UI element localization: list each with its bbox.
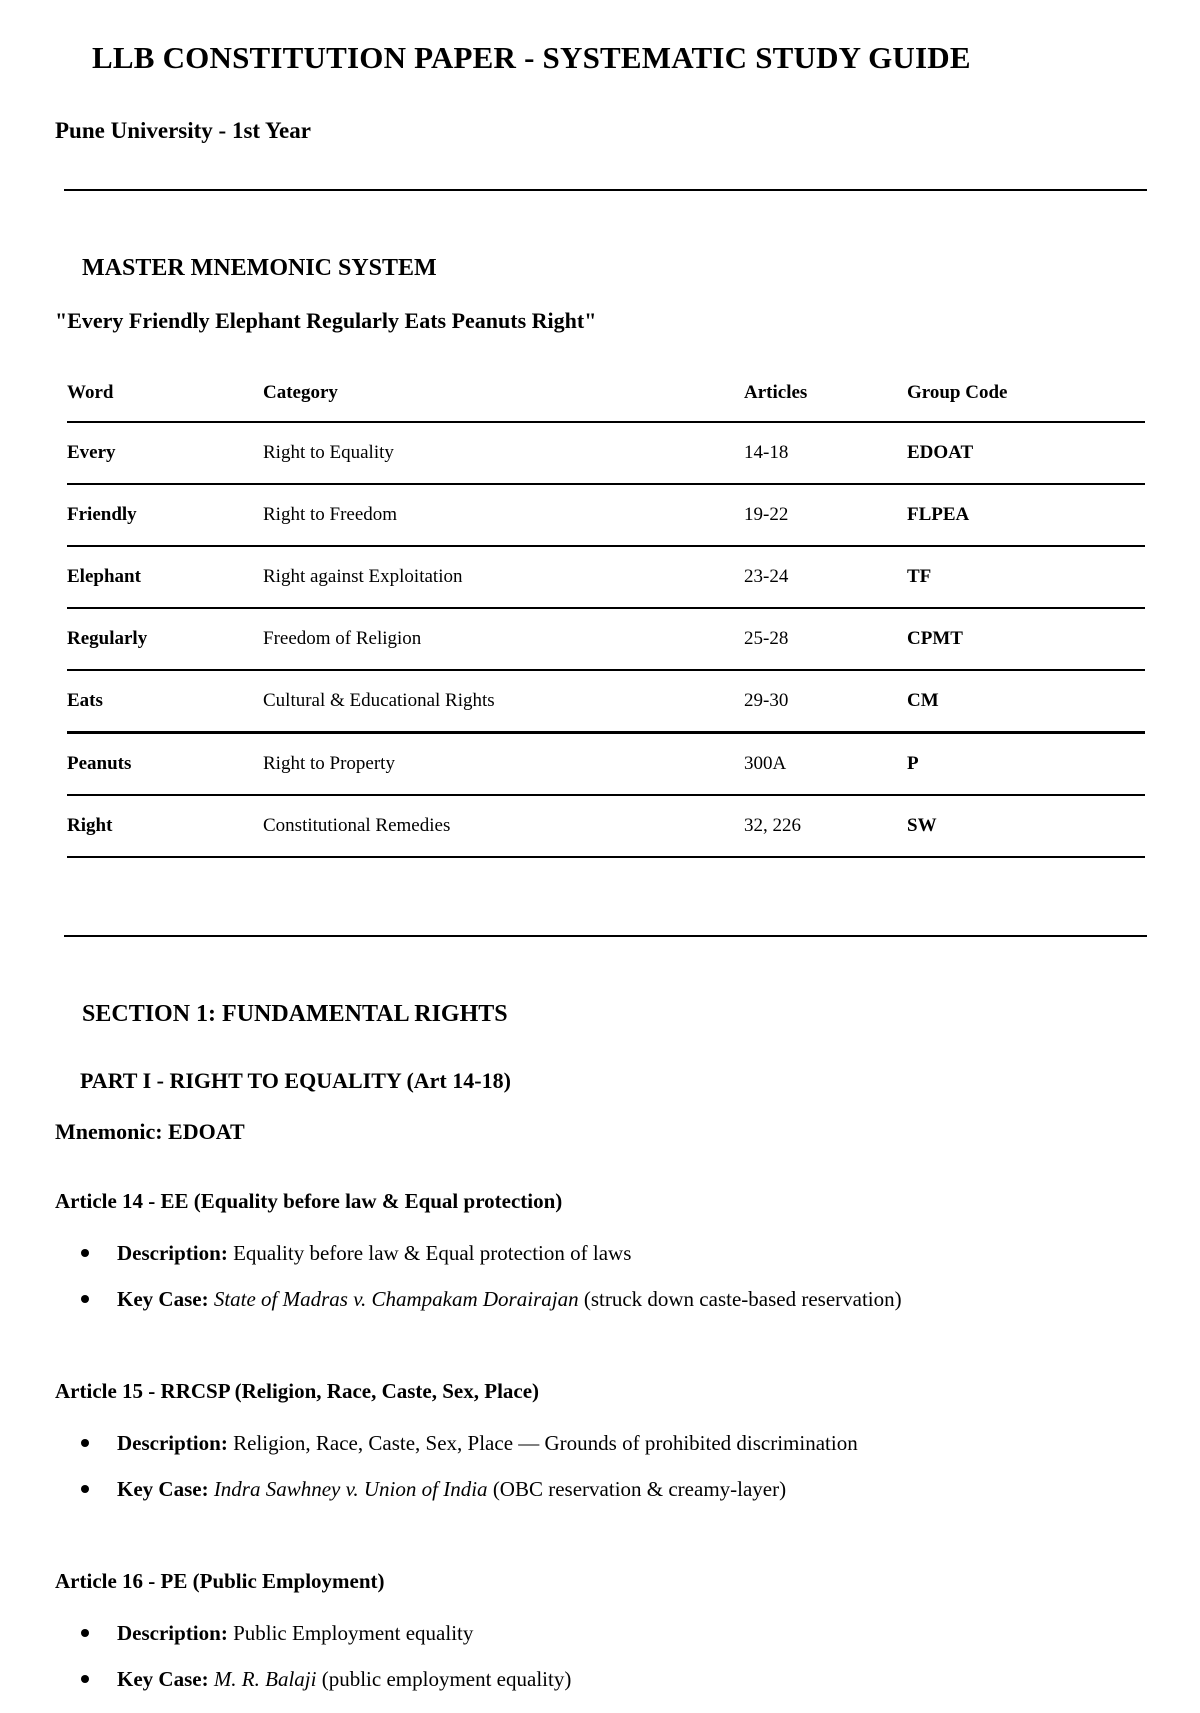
cell-articles: 19-22 [744,484,907,546]
table-header-row [67,365,1145,422]
document-subtitle: Pune University - 1st Year [55,118,311,143]
document-title: LLB CONSTITUTION PAPER - SYSTEMATIC STUDY GUIDE [92,40,971,75]
key-case-name: Indra Sawhney v. Union of India [213,1477,488,1501]
cell-category: Right against Exploitation [263,546,744,608]
list-item [78,1241,902,1287]
key-case-note: (OBC reservation & creamy-layer) [492,1477,787,1501]
bullet-icon [81,1249,89,1257]
cell-group-code: TF [907,546,1145,608]
article-15-heading: Article 15 - RRCSP (Religion, Race, Caste, Sex, Place) [55,1379,540,1403]
list-item [78,1667,571,1713]
list-item [78,1431,858,1477]
cell-articles: 300A [744,733,907,796]
key-case-name: M. R. Balaji [213,1667,317,1691]
article-14-list [78,1241,902,1333]
description-label: Description: [117,1431,228,1455]
cell-articles: 23-24 [744,546,907,608]
cell-category: Cultural & Educational Rights [263,670,744,733]
article-description: Equality before law & Equal protection of laws [233,1241,632,1265]
table-row [67,422,1145,484]
article-16-heading: Article 16 - PE (Public Employment) [55,1569,385,1593]
article-16-list [78,1621,571,1713]
list-item [78,1621,571,1667]
list-item [78,1477,858,1523]
part-mnemonic: Mnemonic: EDOAT [55,1119,245,1144]
key-case-note: (public employment equality) [321,1667,572,1691]
key-case-note: (struck down caste-based reservation) [583,1287,902,1311]
part-heading: PART I - RIGHT TO EQUALITY (Art 14-18) [80,1068,511,1093]
divider [64,189,1147,191]
key-case-label: Key Case: [117,1667,209,1691]
cell-category: Constitutional Remedies [263,795,744,857]
cell-articles: 29-30 [744,670,907,733]
bullet-icon [81,1485,89,1493]
article-14-heading: Article 14 - EE (Equality before law & Equal protection) [55,1189,563,1213]
article-15-list [78,1431,858,1523]
cell-word: Every [67,422,263,484]
list-item [78,1287,902,1333]
bullet-icon [81,1439,89,1447]
cell-group-code: CPMT [907,608,1145,670]
cell-category: Right to Freedom [263,484,744,546]
cell-word: Friendly [67,484,263,546]
description-label: Description: [117,1621,228,1645]
cell-articles: 14-18 [744,422,907,484]
article-description: Religion, Race, Caste, Sex, Place — Grounds of prohibited discrimination [233,1431,858,1455]
table-row [67,484,1145,546]
table-row [67,733,1145,796]
key-case-label: Key Case: [117,1287,209,1311]
article-description: Public Employment equality [233,1621,474,1645]
bullet-icon [81,1675,89,1683]
column-header-category: Category [263,365,744,422]
divider [64,935,1147,937]
cell-group-code: P [907,733,1145,796]
table-row [67,795,1145,857]
cell-word: Eats [67,670,263,733]
cell-word: Right [67,795,263,857]
column-header-word: Word [67,365,263,422]
mnemonic-table [67,365,1145,858]
cell-group-code: SW [907,795,1145,857]
cell-group-code: CM [907,670,1145,733]
cell-articles: 32, 226 [744,795,907,857]
cell-word: Peanuts [67,733,263,796]
table-row [67,670,1145,733]
mnemonic-heading: MASTER MNEMONIC SYSTEM [82,255,437,281]
column-header-group-code: Group Code [907,365,1145,422]
table-row [67,608,1145,670]
bullet-icon [81,1295,89,1303]
bullet-icon [81,1629,89,1637]
key-case-name: State of Madras v. Champakam Dorairajan [213,1287,579,1311]
table-row [67,546,1145,608]
cell-articles: 25-28 [744,608,907,670]
mnemonic-phrase: "Every Friendly Elephant Regularly Eats Peanuts Right" [55,308,597,333]
cell-group-code: EDOAT [907,422,1145,484]
section-heading: SECTION 1: FUNDAMENTAL RIGHTS [82,1001,508,1027]
cell-word: Elephant [67,546,263,608]
column-header-articles: Articles [744,365,907,422]
cell-word: Regularly [67,608,263,670]
key-case-label: Key Case: [117,1477,209,1501]
cell-category: Freedom of Religion [263,608,744,670]
cell-group-code: FLPEA [907,484,1145,546]
description-label: Description: [117,1241,228,1265]
cell-category: Right to Equality [263,422,744,484]
cell-category: Right to Property [263,733,744,796]
